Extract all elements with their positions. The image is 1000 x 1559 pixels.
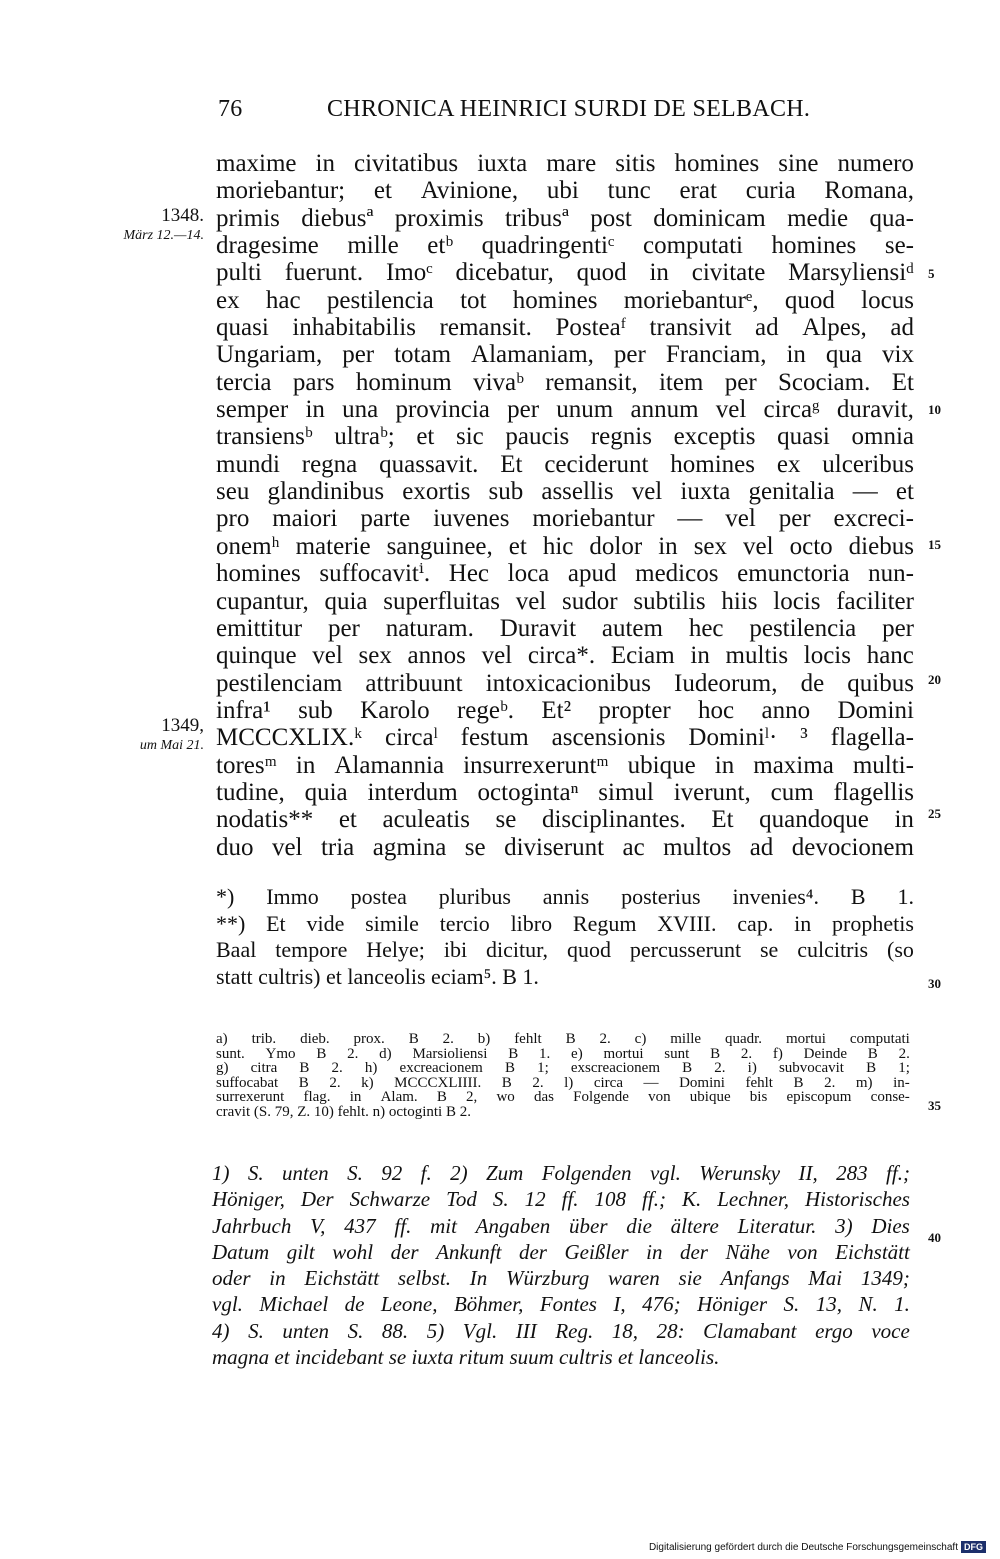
text-line: semper in una provincia per unum annum vel circaᵍ duravit, <box>216 396 914 424</box>
line-number: 10 <box>928 402 941 417</box>
commentary-line: Jahrbuch V, 437 ff. mit Angaben über die ältere Literatur. 3) Dies <box>212 1213 910 1238</box>
apparatus-line: surrexerunt flag. in Alam. B 2, wo das Folgende von ubique bis episcopum conse- <box>216 1089 910 1106</box>
text-line: dragesime mille etᵇ quadringentiᶜ computati homines se- <box>216 232 914 260</box>
apparatus-line: cravit (S. 79, Z. 10) fehlt. n) octoginti B 2. <box>216 1103 471 1120</box>
commentary-line: vgl. Michael de Leone, Böhmer, Fontes I, 476; Höniger S. 13, N. 1. <box>212 1292 910 1317</box>
apparatus-line: sunt. Ymo B 2. d) Marsioliensi B 1. e) mortui sunt B 2. f) Deinde B 2. <box>216 1045 910 1062</box>
text-line: duo vel tria agmina se diviserunt ac multos ad devocionem <box>216 833 914 861</box>
footnote-line: *) Immo postea pluribus annis posterius invenies⁴. B 1. <box>216 884 914 909</box>
text-line: pulti fuerunt. Imoᶜ dicebatur, quod in civitate Marsyliensiᵈ <box>216 259 914 287</box>
line-number: 35 <box>928 1098 941 1113</box>
line-number: 15 <box>928 537 941 552</box>
text-line: onemʰ materie sanguinee, et hic dolor in sex vel octo diebus <box>216 532 914 560</box>
footer-text: Digitalisierung gefördert durch die Deutsche Forschungsgemeinschaft <box>648 1541 958 1553</box>
text-line: ex hac pestilencia tot homines moriebanturᵉ, quod locus <box>216 286 914 314</box>
text-line: primis diebusª proximis tribusª post dominicam medie qua- <box>216 204 914 232</box>
line-number: 5 <box>928 266 935 281</box>
text-line: pestilenciam attribuunt intoxicacionibus Iudeorum, de quibus <box>216 669 914 697</box>
digitization-footer <box>649 1541 986 1553</box>
text-line: mundi regna quassavit. Et ceciderunt homines ex ulceribus <box>216 450 914 478</box>
text-line: MCCCXLIX.ᵏ circaˡ festum ascensionis Dominiˡ· ³ flagella- <box>216 724 914 752</box>
apparatus-line: a) trib. dieb. prox. B 2. b) fehlt B 2. c) mille quadr. mortui computati <box>216 1031 910 1047</box>
author-footnotes <box>216 884 914 990</box>
footnote-line: statt cultris) et lanceolis eciam⁵. B 1. <box>216 963 539 989</box>
line-number: 40 <box>928 1230 941 1245</box>
dfg-logo: DFG <box>961 1541 986 1553</box>
text-line: quasi inhabitabilis remansit. Posteaᶠ transivit ad Alpes, ad <box>216 314 914 342</box>
text-line: maxime in civitatibus iuxta mare sitis homines sine numero <box>216 150 914 177</box>
text-line: cupantur, quia superfluitas vel sudor subtilis hiis locis faciliter <box>216 587 914 615</box>
text-line: toresᵐ in Alamannia insurrexeruntᵐ ubique in maxima multi- <box>216 751 914 779</box>
page-number: 76 <box>218 96 243 122</box>
commentary-line: magna et incidebant se iuxta ritum suum cultris et lanceolis. <box>212 1345 720 1370</box>
line-number: 25 <box>928 806 941 821</box>
text-line: infra¹ sub Karolo regeᵇ. Et² propter hoc anno Domini <box>216 696 914 724</box>
text-line: Ungariam, per totam Alamaniam, per Franciam, in qua vix <box>216 341 914 369</box>
margin-note-date: um Mai 21. <box>139 738 204 753</box>
commentary-line: Höniger, Der Schwarze Tod S. 12 ff. 108 ff.; K. Lechner, Historisches <box>212 1187 910 1212</box>
commentary-line: 4) S. unten S. 88. 5) Vgl. III Reg. 18, 28: Clamabant ergo voce <box>212 1318 910 1343</box>
commentary-line: Datum gilt wohl der Ankunft der Geißler in der Nähe von Eichstätt <box>212 1239 910 1264</box>
text-line: nodatis** et aculeatis se disciplinantes. Et quandoque in <box>216 806 914 834</box>
text-line: emittitur per naturam. Duravit autem hec pestilencia per <box>216 614 914 642</box>
line-number: 30 <box>928 976 941 991</box>
text-line: moriebantur; et Avinione, ubi tunc erat curia Romana, <box>216 177 914 205</box>
footnote-line: **) Et vide simile tercio libro Regum XVIII. cap. in prophetis <box>216 910 914 936</box>
footnote-line: Baal tempore Helye; ibi dicitur, quod percusserunt se culcitris (so <box>216 937 914 962</box>
commentary-line: 1) S. unten S. 92 f. 2) Zum Folgenden vgl. Werunsky II, 283 ff.; <box>212 1161 910 1185</box>
text-line: quinque vel sex annos vel circa*. Eciam in multis locis hanc <box>216 642 914 670</box>
text-line: tudine, quia interdum octogintaⁿ simul iverunt, cum flagellis <box>216 778 914 806</box>
text-line: homines suffocavitⁱ. Hec loca apud medicos emunctoria nun- <box>216 560 914 588</box>
apparatus-line: g) citra B 2. h) excreacionem B 1; exscreacionem B 2. i) subvocavit B 1; <box>216 1060 910 1077</box>
margin-note-year: 1348. <box>161 205 204 226</box>
margin-note-date: März 12.—14. <box>123 228 204 243</box>
running-title: CHRONICA HEINRICI SURDI DE SELBACH. <box>327 96 811 122</box>
main-text-block <box>216 150 914 861</box>
text-line: tercia pars hominum vivaᵇ remansit, item per Scociam. Et <box>216 368 914 396</box>
apparatus-line: suffocabat B 2. k) MCCCXLIIII. B 2. l) circa — Domini fehlt B 2. m) in- <box>216 1074 910 1091</box>
margin-note-year: 1349, <box>161 715 204 736</box>
text-line: pro maiori parte iuvenes moriebantur — vel per excreci- <box>216 505 914 533</box>
text-line: transiensᵇ ultraᵇ; et sic paucis regnis exceptis quasi omnia <box>216 423 914 451</box>
margin-note-1348 <box>84 206 204 246</box>
margin-note-1349 <box>84 716 204 756</box>
commentary-notes <box>212 1160 910 1370</box>
critical-apparatus <box>216 1032 910 1120</box>
line-number: 20 <box>928 672 941 687</box>
text-line: seu glandinibus exortis sub assellis vel iuxta genitalia — et <box>216 478 914 506</box>
commentary-line: oder in Eichstätt selbst. In Würzburg waren sie Anfangs Mai 1349; <box>212 1266 910 1291</box>
